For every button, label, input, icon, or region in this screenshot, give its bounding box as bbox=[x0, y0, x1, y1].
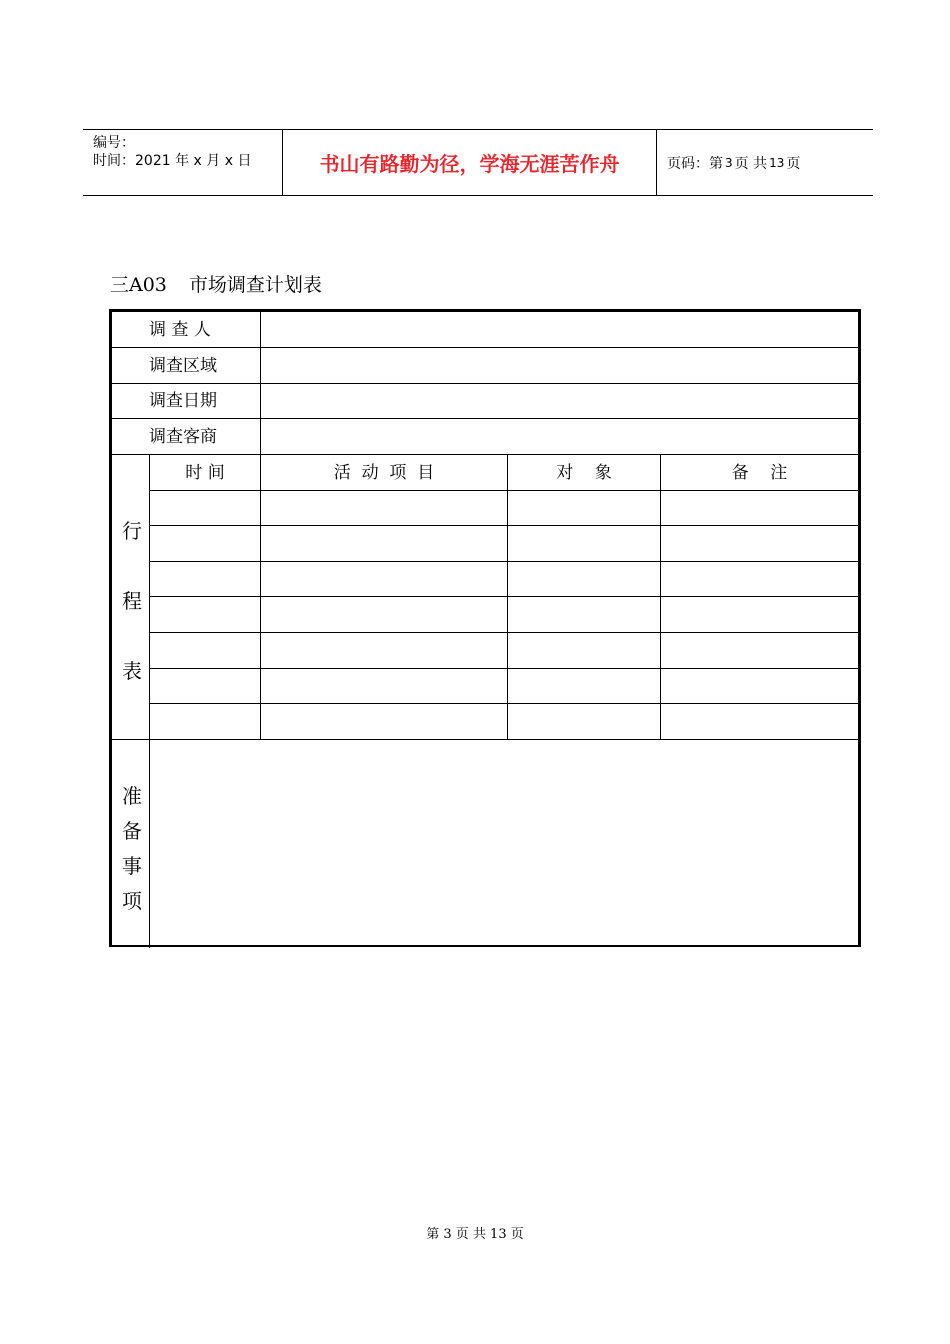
schedule-row-divider bbox=[149, 596, 858, 597]
field-value-merchant[interactable] bbox=[261, 419, 858, 454]
page-current: 3 bbox=[725, 155, 733, 170]
schedule-row-divider bbox=[149, 525, 858, 526]
prep-notes-area[interactable] bbox=[150, 740, 858, 946]
schedule-row-divider bbox=[149, 668, 858, 669]
schedule-side-char: 行 bbox=[122, 519, 142, 543]
page-total: 13 bbox=[769, 155, 785, 170]
field-label-region: 调查区域 bbox=[149, 356, 217, 376]
col-header-target: 对 象 bbox=[556, 463, 612, 483]
col-header-activity: 活 动 项 目 bbox=[333, 463, 435, 483]
schedule-row-divider bbox=[149, 632, 858, 633]
form-title-text: 市场调查计划表 bbox=[188, 274, 322, 296]
schedule-row-divider bbox=[149, 703, 858, 704]
number-label: 编号： bbox=[93, 135, 135, 151]
field-label-date: 调查日期 bbox=[149, 391, 217, 411]
form-code: 三A03 bbox=[110, 274, 167, 296]
header-page-info bbox=[657, 130, 873, 195]
field-label-merchant: 调查客商 bbox=[149, 427, 217, 447]
schedule-side-char: 程 bbox=[122, 589, 142, 613]
header-meta bbox=[83, 130, 283, 195]
field-value-date[interactable] bbox=[261, 384, 858, 418]
schedule-col-divider bbox=[660, 454, 661, 739]
row-divider bbox=[112, 454, 858, 455]
field-value-region[interactable] bbox=[261, 348, 858, 383]
page-suffix: 页 bbox=[786, 155, 801, 172]
prep-side-char: 事 bbox=[122, 854, 142, 878]
page-mid: 页 共 bbox=[734, 155, 768, 172]
col-header-time: 时 间 bbox=[185, 463, 225, 483]
col-header-remarks: 备 注 bbox=[731, 463, 788, 483]
field-label-surveyor: 调 查 人 bbox=[149, 320, 211, 340]
header-motto: 书山有路勤为径，学海无涯苦作舟 bbox=[283, 130, 657, 195]
prep-side-char: 准 bbox=[122, 784, 142, 808]
prep-side-char: 项 bbox=[122, 889, 142, 913]
time-label: 时间：2021 年 x 月 x 日 bbox=[93, 153, 252, 169]
schedule-side-char: 表 bbox=[122, 659, 142, 683]
prep-side-char: 备 bbox=[122, 819, 142, 843]
page-footer: 第 3 页 共 13 页 bbox=[426, 1227, 524, 1242]
schedule-row-divider bbox=[149, 490, 858, 491]
schedule-row-divider bbox=[149, 561, 858, 562]
field-value-surveyor[interactable] bbox=[261, 312, 858, 347]
schedule-col-divider bbox=[507, 454, 508, 739]
page-prefix: 页码：第 bbox=[667, 155, 723, 172]
schedule-col-divider bbox=[260, 454, 261, 739]
page-header bbox=[83, 129, 873, 196]
form-title bbox=[110, 270, 322, 297]
survey-plan-table bbox=[109, 309, 861, 947]
